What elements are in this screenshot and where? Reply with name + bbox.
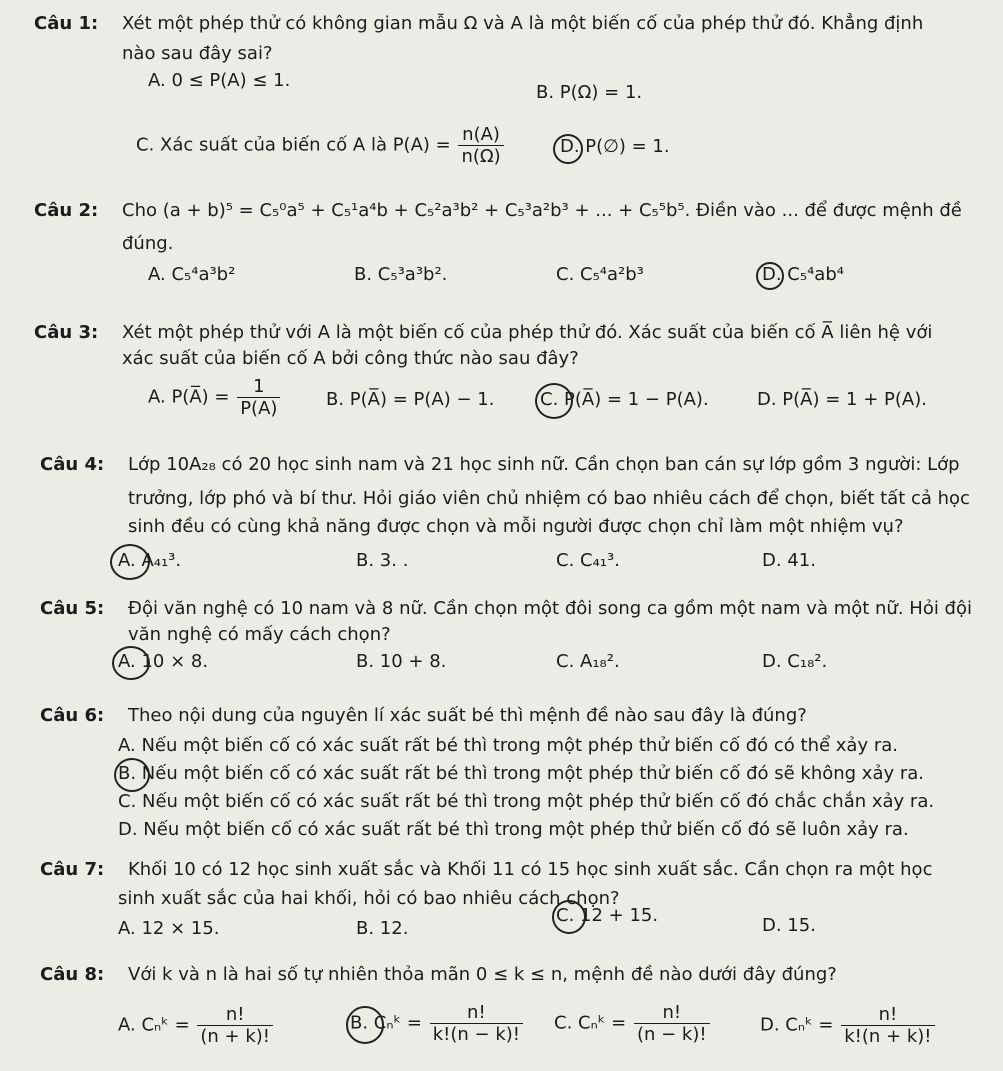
q8-option-c-fraction [634, 1002, 710, 1045]
q3-option-d: D. P(A̅) = 1 + P(A). [757, 389, 927, 410]
q3-option-a-denominator: P(A) [240, 398, 278, 419]
q8-option-d [760, 1004, 937, 1047]
q5-option-c: C. A₁₈². [556, 651, 620, 672]
q2-label: Câu 2: [34, 200, 99, 221]
q8-option-c-denominator: (n − k)! [636, 1024, 707, 1045]
q6-option-d: D. Nếu một biến cố có xác suất rất bé thì trong một phép thử biến cố đó sẽ luôn xảy ra. [118, 819, 909, 840]
q8-option-c-text: C. Cₙᵏ = [554, 1012, 627, 1034]
q2-stem-line2: đúng. [122, 233, 174, 254]
q1-option-b: B. P(Ω) = 1. [536, 82, 643, 103]
q6-option-a: A. Nếu một biến cố có xác suất rất bé thì trong một phép thử biến cố đó có thể xảy ra. [118, 735, 898, 756]
q2-option-b: B. C₅³a³b². [354, 264, 448, 285]
q6-label: Câu 6: [40, 705, 105, 726]
q5-stem-line2: văn nghệ có mấy cách chọn? [128, 624, 391, 645]
q7-stem-line2: sinh xuất sắc của hai khối, hỏi có bao nhiêu cách chọn? [118, 888, 620, 909]
q8-option-b-fraction [430, 1002, 523, 1045]
q8-option-c [554, 1002, 712, 1045]
q1-option-c [136, 124, 506, 167]
q7-option-a: A. 12 × 15. [118, 918, 220, 939]
q8-option-b-numerator: n! [430, 1002, 523, 1024]
q4-label: Câu 4: [40, 454, 105, 475]
q8-option-a-denominator: (n + k)! [200, 1026, 271, 1047]
q8-option-d-text: D. Cₙᵏ = [760, 1014, 834, 1036]
q6-option-c: C. Nếu một biến cố có xác suất rất bé thì trong một phép thử biến cố đó chắc chắn xảy ra. [118, 791, 935, 812]
q4-stem-line2: trưởng, lớp phó và bí thư. Hỏi giáo viên chủ nhiệm có bao nhiêu cách để chọn, biết tất cả học [128, 488, 970, 509]
q8-option-b-text: B. Cₙᵏ = [350, 1012, 422, 1034]
q5-stem-line1: Đội văn nghệ có 10 nam và 8 nữ. Cần chọn một đôi song ca gồm một nam và một nữ. Hỏi đội [128, 598, 972, 619]
answer-mark-circle [535, 383, 573, 419]
q8-option-a-fraction [197, 1004, 273, 1047]
q3-option-a-fraction [237, 376, 280, 419]
q8-option-c-numerator: n! [634, 1002, 710, 1024]
answer-mark-circle [552, 900, 586, 934]
q3-stem-line1: Xét một phép thử với A là một biến cố của phép thử đó. Xác suất của biến cố A̅ liên hệ với [122, 322, 933, 343]
q4-stem-line1: Lớp 10A₂₈ có 20 học sinh nam và 21 học sinh nữ. Cần chọn ban cán sự lớp gồm 3 người: Lớp [128, 454, 960, 475]
q5-option-d: D. C₁₈². [762, 651, 828, 672]
q8-stem-line1: Với k và n là hai số tự nhiên thỏa mãn 0 ≤ k ≤ n, mệnh đề nào dưới đây đúng? [128, 964, 837, 985]
q4-option-c: C. C₄₁³. [556, 550, 620, 571]
q3-option-b: B. P(A̅) = P(A) − 1. [326, 389, 495, 410]
q7-stem-line1: Khối 10 có 12 học sinh xuất sắc và Khối 11 có 15 học sinh xuất sắc. Cần chọn ra một học [128, 859, 933, 880]
q2-option-d: D. C₅⁴ab⁴ [762, 264, 844, 285]
q1-option-c-text: C. Xác suất của biến cố A là P(A) = [136, 134, 451, 156]
q8-option-d-denominator: k!(n + k)! [844, 1026, 932, 1047]
q6-option-b: B. Nếu một biến cố có xác suất rất bé thì trong một phép thử biến cố đó sẽ không xảy ra. [118, 763, 925, 784]
q2-option-a: A. C₅⁴a³b² [148, 264, 236, 285]
q5-label: Câu 5: [40, 598, 105, 619]
answer-mark-circle [110, 544, 150, 580]
answer-mark-circle [553, 134, 583, 164]
q5-option-a: A. 10 × 8. [118, 651, 209, 672]
q3-option-a [148, 376, 282, 419]
q2-option-c: C. C₅⁴a²b³ [556, 264, 644, 285]
q7-option-b: B. 12. [356, 918, 409, 939]
q7-option-c: C. 12 + 15. [556, 905, 659, 926]
q1-label: Câu 1: [34, 13, 99, 34]
q8-option-d-numerator: n! [841, 1004, 934, 1026]
answer-mark-circle [756, 262, 784, 290]
q6-stem-line1: Theo nội dung của nguyên lí xác suất bé thì mệnh đề nào sau đây là đúng? [128, 705, 807, 726]
q7-label: Câu 7: [40, 859, 105, 880]
q8-option-a [118, 1004, 275, 1047]
q8-option-a-text: A. Cₙᵏ = [118, 1014, 190, 1036]
q2-stem-line1: Cho (a + b)⁵ = C₅⁰a⁵ + C₅¹a⁴b + C₅²a³b² + C₅³a²b³ + ... + C₅⁵b⁵. Điền vào ... để được mệnh đề [122, 200, 962, 221]
q8-option-a-numerator: n! [197, 1004, 273, 1026]
answer-mark-circle [114, 758, 150, 792]
q1-stem-line2: nào sau đây sai? [122, 43, 273, 64]
q8-option-b-denominator: k!(n − k)! [432, 1024, 520, 1045]
q4-stem-line3: sinh đều có cùng khả năng được chọn và mỗi người được chọn chỉ làm một nhiệm vụ? [128, 516, 904, 537]
q1-option-c-fraction [458, 124, 503, 167]
q1-option-a: A. 0 ≤ P(A) ≤ 1. [148, 70, 291, 91]
q1-option-d: D. P(∅) = 1. [560, 136, 670, 157]
q3-option-a-numerator: 1 [237, 376, 280, 398]
q1-stem-line1: Xét một phép thử có không gian mẫu Ω và A là một biến cố của phép thử đó. Khẳng định [122, 13, 924, 34]
q4-option-a: A. A₄₁³. [118, 550, 182, 571]
q5-option-b: B. 10 + 8. [356, 651, 447, 672]
q8-label: Câu 8: [40, 964, 105, 985]
q8-option-d-fraction [841, 1004, 934, 1047]
q3-stem-line2: xác suất của biến cố A bởi công thức nào sau đây? [122, 348, 579, 369]
q3-option-a-text: A. P(A̅) = [148, 386, 230, 408]
q1-option-c-denominator: n(Ω) [461, 146, 501, 167]
q4-option-b: B. 3. . [356, 550, 409, 571]
answer-mark-circle [112, 646, 150, 680]
answer-mark-circle [346, 1006, 384, 1044]
q3-label: Câu 3: [34, 322, 99, 343]
q1-option-c-numerator: n(A) [458, 124, 503, 146]
q7-option-d: D. 15. [762, 915, 816, 936]
q4-option-d: D. 41. [762, 550, 816, 571]
q3-option-c: C. P(A̅) = 1 − P(A). [540, 389, 709, 410]
